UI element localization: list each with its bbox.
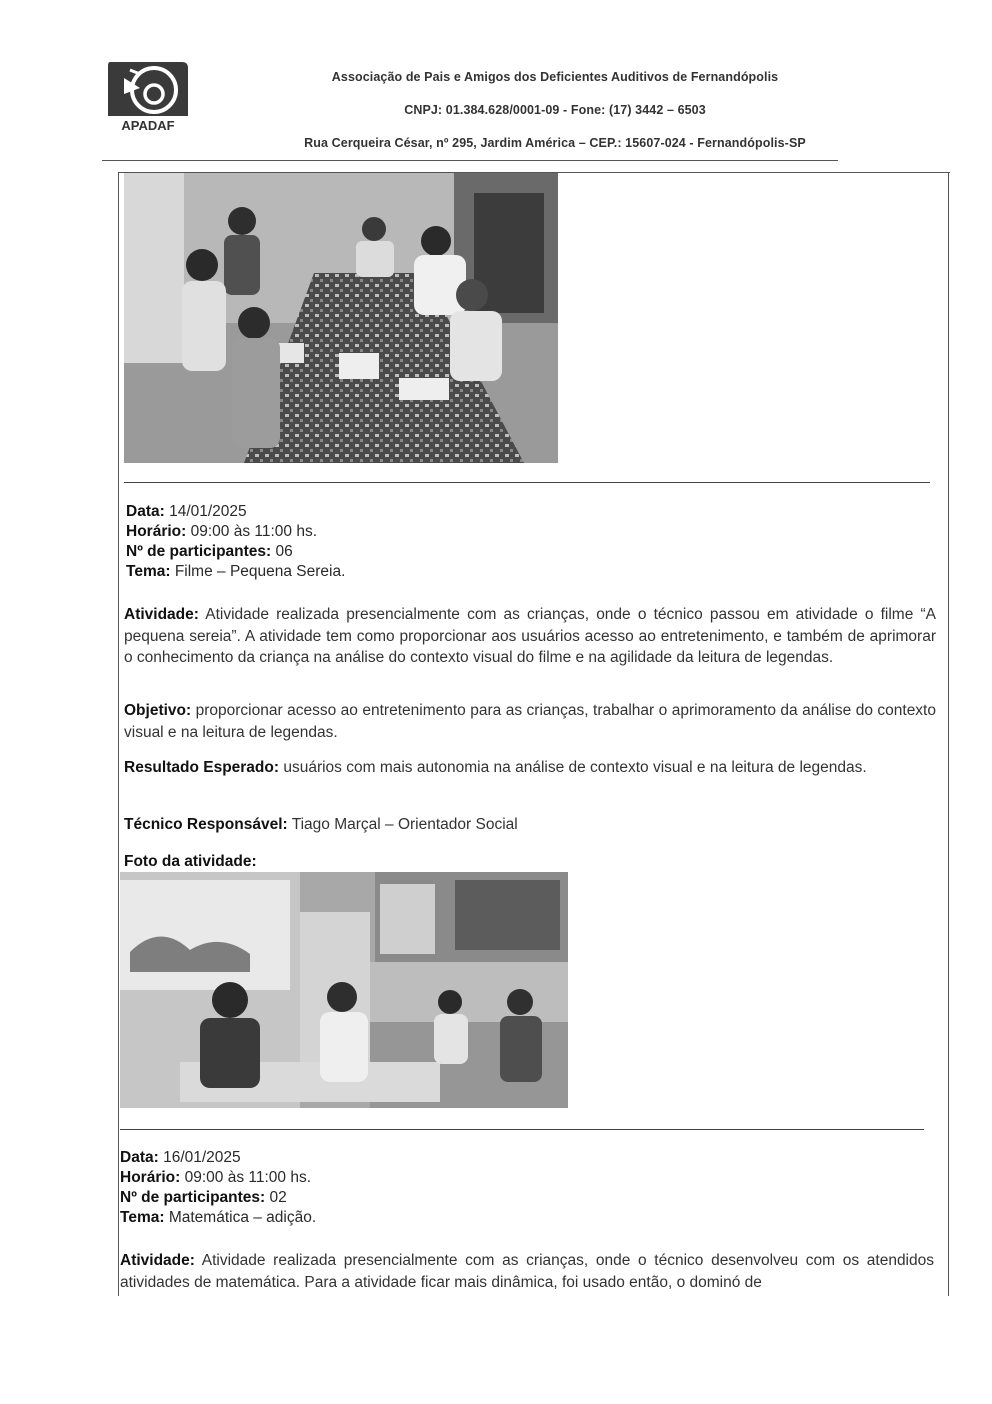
- entry1-result-label: Resultado Esperado:: [124, 759, 280, 776]
- frame-right-border: [948, 172, 949, 1296]
- entry1-participants: [126, 542, 293, 562]
- address-line: Rua Cerqueira César, nº 295, Jardim América – CEP.: 15607-024 - Fernandópolis-SP: [304, 136, 806, 150]
- svg-text:APADAF: APADAF: [121, 118, 175, 133]
- entry1-participants-value: 06: [271, 543, 293, 560]
- section-divider-2: [120, 1129, 924, 1130]
- header-divider: [102, 160, 838, 161]
- entry1-objective-label: Objetivo:: [124, 702, 192, 719]
- entry1-activity-text: Atividade realizada presencialmente com as crianças, onde o técnico passou em atividade o filme “A pequena sereia”. A atividade tem como proporcionar aos usuários acesso ao entretenimento, e também de aprimorar o conhecimento da criança na análise do contexto visual do filme e na agilidade da leitura de legendas.: [124, 606, 936, 666]
- entry1-theme-label: Tema:: [126, 563, 171, 580]
- entry2-theme-label: Tema:: [120, 1209, 165, 1226]
- entry1-photo-caption: [124, 852, 257, 872]
- entry1-date: [126, 502, 247, 522]
- entry1-photo-label: Foto da atividade:: [124, 853, 257, 870]
- entry2-theme: [120, 1208, 316, 1228]
- entry2-activity: [120, 1250, 934, 1293]
- entry1-activity: [124, 604, 936, 669]
- entry1-time-value: 09:00 às 11:00 hs.: [186, 523, 317, 540]
- entry1-objective-text: proporcionar acesso ao entretenimento para as crianças, trabalhar o aprimoramento da análise do contexto visual e na leitura de legendas.: [124, 702, 936, 741]
- entry1-result: [124, 757, 936, 779]
- cnpj-line: CNPJ: 01.384.628/0001-09 - Fone: (17) 3442 – 6503: [404, 103, 706, 117]
- entry1-date-value: 14/01/2025: [164, 503, 247, 520]
- entry1-technician-name: Tiago Marçal – Orientador Social: [287, 816, 518, 833]
- entry1-objective: [124, 700, 936, 743]
- entry2-activity-label: Atividade:: [120, 1252, 195, 1269]
- activity-photo-table: [124, 173, 558, 463]
- entry1-theme-value: Filme – Pequena Sereia.: [170, 563, 346, 580]
- entry1-time-label: Horário:: [126, 523, 187, 540]
- entry2-participants-value: 02: [265, 1189, 287, 1206]
- entry1-result-text: usuários com mais autonomia na análise de contexto visual e na leitura de legendas.: [279, 759, 867, 776]
- activity-photo-film: [120, 872, 568, 1108]
- entry2-participants-label: Nº de participantes:: [120, 1189, 266, 1206]
- entry1-date-label: Data:: [126, 503, 165, 520]
- apadaf-logo: [104, 58, 192, 134]
- entry1-theme: [126, 562, 345, 582]
- org-name: Associação de Pais e Amigos dos Deficientes Auditivos de Fernandópolis: [331, 70, 779, 84]
- entry2-date: [120, 1148, 241, 1168]
- entry1-technician-label: Técnico Responsável:: [124, 816, 288, 833]
- entry1-activity-label: Atividade:: [124, 606, 199, 623]
- entry2-time: [120, 1168, 311, 1188]
- entry2-time-label: Horário:: [120, 1169, 181, 1186]
- entry1-participants-label: Nº de participantes:: [126, 543, 272, 560]
- entry2-date-value: 16/01/2025: [158, 1149, 241, 1166]
- entry2-theme-value: Matemática – adição.: [164, 1209, 317, 1226]
- section-divider-1: [124, 482, 930, 483]
- entry2-activity-text: Atividade realizada presencialmente com as crianças, onde o técnico desenvolveu com os atendidos atividades de matemática. Para a atividade ficar mais dinâmica, foi usado então, o dominó de: [120, 1252, 934, 1291]
- entry1-technician: [124, 814, 936, 836]
- entry2-time-value: 09:00 às 11:00 hs.: [180, 1169, 311, 1186]
- frame-left-border: [118, 172, 119, 1296]
- entry1-time: [126, 522, 317, 542]
- entry2-participants: [120, 1188, 287, 1208]
- entry2-date-label: Data:: [120, 1149, 159, 1166]
